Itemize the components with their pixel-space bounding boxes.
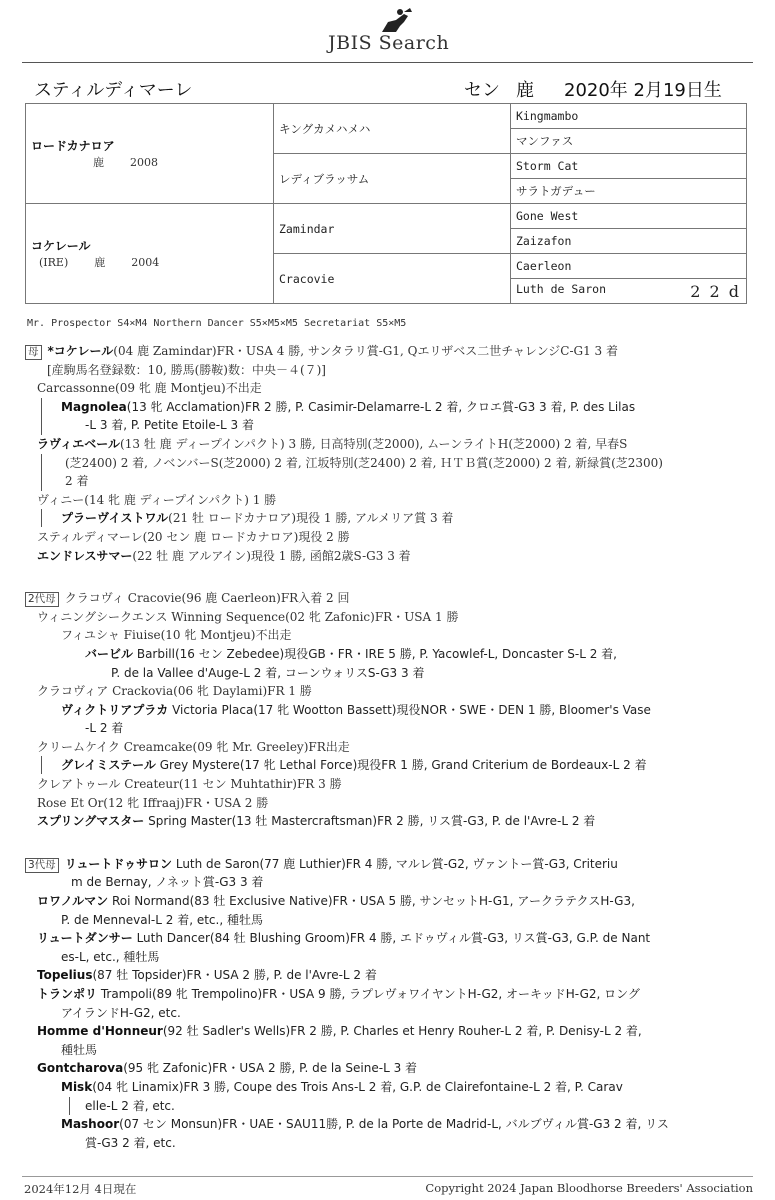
horse-link[interactable]: *コケレール: [47, 344, 114, 358]
sd-cell[interactable]: レディブラッサム: [274, 154, 511, 204]
section-line: [25, 719, 745, 738]
horse-link[interactable]: Gontcharova: [37, 1061, 124, 1076]
line-text: (04 牝 Linamix)FR 3 勝, Coupe des Trois Ans-L 2 着, G.P. de Clairefontaine-L 2 着, P. Carav: [92, 1079, 623, 1094]
horse-link[interactable]: Topelius: [37, 968, 93, 983]
section-line: [25, 608, 745, 627]
ssd-cell[interactable]: マンファス: [511, 129, 747, 154]
section-line: [25, 873, 745, 892]
section-badge: 母: [25, 345, 42, 360]
section-line: [25, 416, 745, 435]
horse-header: [34, 76, 735, 102]
section-line: [25, 775, 745, 794]
section-line: [25, 472, 745, 491]
ds-cell[interactable]: Zamindar: [274, 204, 511, 254]
horse-link[interactable]: バービル: [85, 646, 134, 661]
dsd-cell[interactable]: Zaizafon: [511, 229, 747, 254]
horse-link[interactable]: ヴィクトリアプラカ: [61, 702, 169, 717]
horse-link[interactable]: エンドレスサマー: [37, 548, 133, 563]
line-text: elle-L 2 着, etc.: [85, 1098, 175, 1113]
sds-cell[interactable]: Storm Cat: [511, 154, 747, 179]
section-line: [25, 491, 745, 510]
section-line: [25, 966, 745, 985]
dss-cell[interactable]: Gone West: [511, 204, 747, 229]
inbreeding-line: Mr. Prospector S4×M4 Northern Dancer S5×M5×M5 Secretariat S5×M5: [27, 318, 407, 329]
line-text: (13 牡 鹿 ディープインパクト) 3 勝, 日高特別(芝2000), ムーンライトH(芝2000) 2 着, 早春S: [120, 436, 628, 451]
section-line: [25, 398, 745, 417]
line-text: Luth de Saron(77 鹿 Luthier)FR 4 勝, マルレ賞-G2, ヴァントー賞-G3, Criteriu: [172, 856, 618, 871]
section-line: [25, 985, 745, 1004]
line-text: クレアトゥール Createur(11 セン Muhtathir)FR 3 勝: [37, 777, 342, 792]
ss-cell[interactable]: キングカメハメハ: [274, 104, 511, 154]
section-line: [25, 911, 745, 930]
line-text: Rose Et Or(12 牝 Iffraaj)FR・USA 2 勝: [37, 795, 269, 810]
section-line: [25, 1078, 745, 1097]
line-text: Carcassonne(09 牝 鹿 Montjeu)不出走: [37, 381, 262, 396]
section-line: [25, 812, 745, 831]
dam-color: 鹿: [94, 256, 106, 269]
tree-line: [69, 1097, 70, 1115]
section-line: [25, 738, 745, 757]
section-line: [25, 701, 745, 720]
line-text: (95 牝 Zafonic)FR・USA 2 勝, P. de la Seine-L 3 着: [123, 1061, 418, 1076]
sire-name[interactable]: ロードカナロア: [31, 139, 115, 153]
line-text: Grey Mystere(17 牝 Lethal Force)現役FR 1 勝, Grand Criterium de Bordeaux-L 2 着: [155, 758, 647, 773]
sdd-cell[interactable]: サラトガデュー: [511, 179, 747, 204]
header-divider: [22, 62, 753, 63]
section-line: [25, 589, 745, 608]
line-text: クラコヴィア Crackovia(06 牝 Daylami)FR 1 勝: [37, 684, 312, 699]
line-text: ヴィニー(14 牝 鹿 ディープインパクト) 1 勝: [37, 492, 277, 507]
section-line: [25, 547, 745, 566]
sss-cell[interactable]: Kingmambo: [511, 104, 747, 129]
horse-sex: セン: [464, 80, 500, 101]
section-badge: 2代母: [25, 592, 59, 607]
dam-cell: [26, 204, 274, 304]
section-line: [25, 528, 745, 547]
line-text: Luth Dancer(84 牡 Blushing Groom)FR 4 勝, エドゥヴィル賞-G3, リス賞-G3, G.P. de Nant: [132, 931, 651, 946]
sire-year: 2008: [130, 156, 158, 169]
line-text: Barbill(16 セン Zebedee)現役GB・FR・IRE 5 勝, P. Yacowlef-L, Doncaster S-L 2 着,: [133, 646, 617, 661]
line-text: (87 牡 Topsider)FR・USA 2 勝, P. de l'Avre-L 2 着: [92, 968, 377, 983]
line-text: フィユシャ Fiuise(10 牝 Montjeu)不出走: [61, 628, 292, 643]
horse-link[interactable]: ロワノルマン: [37, 894, 109, 909]
line-text: Victoria Placa(17 牝 Wootton Bassett)現役NOR・SWE・DEN 1 勝, Bloomer's Vase: [168, 702, 651, 717]
section-line: [25, 435, 745, 454]
line-text: ウィニングシークエンス Winning Sequence(02 牝 Zafonic)FR・USA 1 勝: [37, 609, 459, 624]
pedigree-table: [25, 103, 747, 304]
tree-line: [41, 509, 42, 527]
footer-divider: [22, 1176, 753, 1177]
section-badge: 3代母: [25, 858, 59, 873]
section-line: [25, 645, 745, 664]
section-line: [25, 682, 745, 701]
dam-origin: (IRE): [39, 256, 69, 269]
section-line: [25, 664, 745, 683]
dd-cell[interactable]: Cracovie: [274, 254, 511, 304]
section-line: [25, 1004, 745, 1023]
section-line: [25, 1059, 745, 1078]
horse-link[interactable]: トランポリ: [37, 987, 98, 1001]
ddd-name[interactable]: Luth de Saron: [516, 281, 607, 296]
horse-link[interactable]: リュートダンサー: [37, 931, 133, 946]
family-number: 2 2 d: [690, 281, 741, 301]
horse-link[interactable]: スプリングマスター: [37, 814, 145, 829]
horse-birth: 2020年 2月19日生: [564, 80, 722, 101]
line-text: (07 セン Monsun)FR・UAE・SAU11勝, P. de la Porte de Madrid-L, バルブヴィル賞-G3 2 着, リス: [119, 1117, 669, 1132]
line-text: クラコヴィ Cracovie(96 鹿 Caerleon)FR入着 2 回: [64, 591, 350, 606]
line-text: スティルディマーレ(20 セン 鹿 ロードカナロア)現役 2 勝: [37, 529, 350, 544]
line-text: Spring Master(13 牡 Mastercraftsman)FR 2 勝, リス賞-G3, P. de l'Avre-L 2 着: [144, 814, 596, 829]
line-text: (04 鹿 Zamindar)FR・USA 4 勝, サンタラリ賞-G1, Qエリザベス二世チャレンジC-G1 3 着: [113, 344, 619, 358]
section-line: [25, 756, 745, 775]
horse-link[interactable]: Misk: [61, 1079, 93, 1094]
horse-name: スティルディマーレ: [34, 80, 193, 101]
sire-cell: [26, 104, 274, 204]
horse-rider-icon: [374, 8, 414, 34]
family-content: [25, 342, 745, 1152]
line-text: (22 牡 鹿 アルアイン)現役 1 勝, 函館2歳S-G3 3 着: [132, 548, 411, 563]
dds-cell[interactable]: Caerleon: [511, 254, 747, 279]
horse-link[interactable]: プラーヴイストワル: [61, 511, 169, 526]
footer-copyright: Copyright 2024 Japan Bloodhorse Breeders' Association: [425, 1181, 753, 1195]
jbis-logo: [328, 8, 458, 54]
ddd-cell: [511, 279, 747, 304]
line-text: [産駒馬名登録数：10, 勝馬(勝鞍)数：中央－４(７)]: [47, 362, 326, 377]
section-line: [25, 509, 745, 528]
section-line: [25, 342, 745, 361]
section-line: [25, 361, 745, 380]
section-line: [25, 855, 745, 874]
section-line: [25, 948, 745, 967]
tree-line: [41, 756, 42, 774]
sire-color: 鹿: [93, 156, 104, 169]
line-text: Trampoli(89 牝 Trempolino)FR・USA 9 勝, ラプレヴォワイヤントH-G2, オーキッドH-G2, ロング: [97, 987, 640, 1001]
horse-link[interactable]: Magnolea: [61, 399, 127, 414]
section-line: [25, 454, 745, 473]
section-line: [25, 929, 745, 948]
line-text: 賞-G3 2 着, etc.: [85, 1135, 176, 1150]
line-text: -L 3 着, P. Petite Etoile-L 3 着: [85, 418, 254, 433]
section-line: [25, 626, 745, 645]
horse-link[interactable]: ラヴィエベール: [37, 436, 121, 451]
line-text: Roi Normand(83 牡 Exclusive Native)FR・USA 5 勝, サンセットH-G1, アークラテクスH-G3,: [108, 894, 635, 909]
logo-text: JBIS Search: [328, 32, 450, 54]
line-text: アイランドH-G2, etc.: [61, 1005, 181, 1020]
line-text: (芝2400) 2 着, ノベンバーS(芝2000) 2 着, 江坂特別(芝2400) 2 着, ＨＴＢ賞(芝2000) 2 着, 新緑賞(芝2300): [65, 455, 663, 470]
section-line: [25, 1041, 745, 1060]
line-text: (13 牝 Acclamation)FR 2 勝, P. Casimir-Delamarre-L 2 着, クロエ賞-G3 3 着, P. des Lilas: [126, 399, 636, 414]
line-text: es-L, etc., 種牡馬: [61, 949, 160, 964]
line-text: (92 牡 Sadler's Wells)FR 2 勝, P. Charles et Henry Rouher-L 2 着, P. Denisy-L 2 着,: [162, 1024, 642, 1039]
horse-color: 鹿: [516, 80, 534, 101]
horse-link[interactable]: リュートドゥサロン: [64, 856, 173, 871]
horse-link[interactable]: グレイミステール: [61, 758, 156, 773]
section-line: [25, 1115, 745, 1134]
line-text: P. de la Vallee d'Auge-L 2 着, コーンウォリスS-G3 3 着: [111, 665, 425, 680]
dam-section: [25, 342, 745, 565]
line-text: -L 2 着: [85, 721, 124, 736]
section-line: [25, 1097, 745, 1116]
section-line: [25, 1134, 745, 1153]
line-text: (21 牡 ロードカナロア)現役 1 勝, アルメリア賞 3 着: [168, 511, 454, 526]
line-text: 種牡馬: [61, 1042, 98, 1057]
second-dam-section: [25, 589, 745, 831]
section-line: [25, 379, 745, 398]
section-line: [25, 892, 745, 911]
line-text: 2 着: [65, 474, 89, 489]
footer-date: 2024年12月 4日現在: [24, 1182, 137, 1196]
horse-link[interactable]: Mashoor: [61, 1117, 120, 1132]
line-text: P. de Menneval-L 2 着, etc., 種牡馬: [61, 912, 263, 927]
line-text: クリームケイク Creamcake(09 牝 Mr. Greeley)FR出走: [37, 739, 350, 754]
dam-name[interactable]: コケレール: [31, 239, 91, 253]
section-line: [25, 1022, 745, 1041]
section-line: [25, 794, 745, 813]
third-dam-section: [25, 855, 745, 1153]
dam-year: 2004: [131, 256, 160, 269]
line-text: m de Bernay, ノネット賞-G3 3 着: [71, 875, 264, 890]
horse-link[interactable]: Homme d'Honneur: [37, 1024, 163, 1039]
